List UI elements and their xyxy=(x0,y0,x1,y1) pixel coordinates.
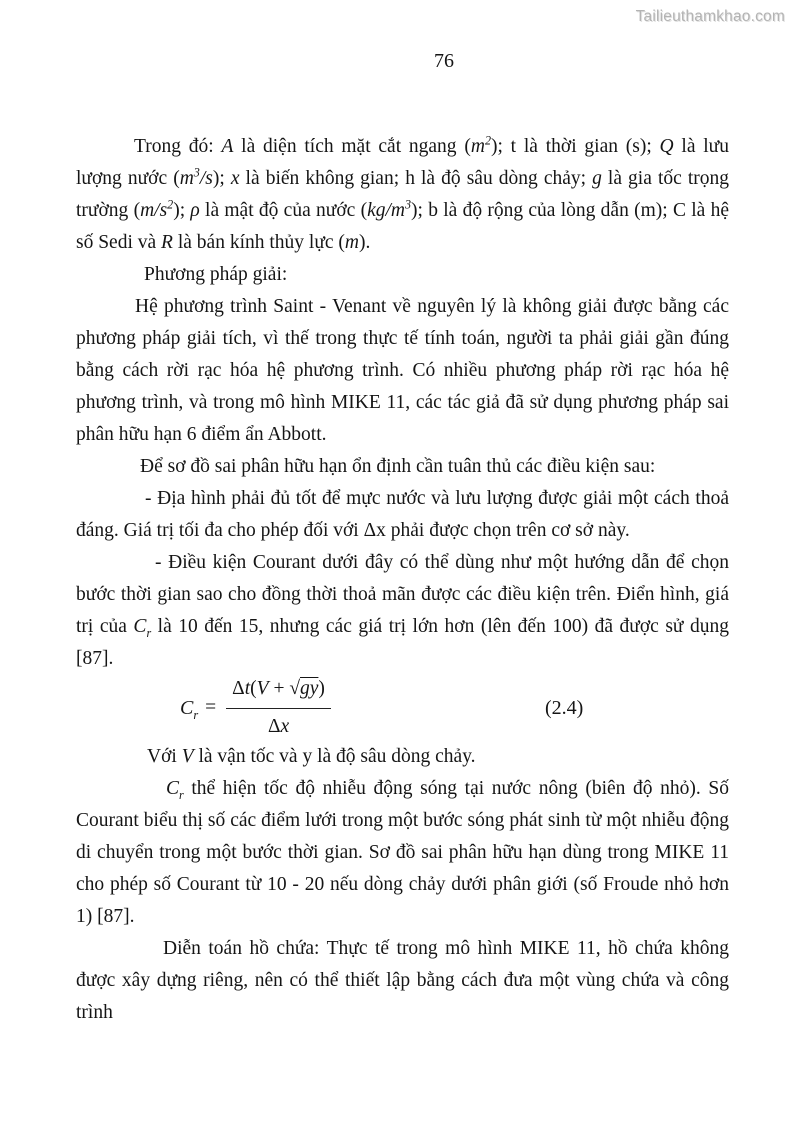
equation-courant-2-4 xyxy=(76,675,729,741)
paragraph-reservoir-routing: Diễn toán hồ chứa: Thực tế trong mô hình MIKE 11, hồ chứa không được xây dựng riêng, nên có thể thiết lập bằng cách đưa một vùng chứa và công trình xyxy=(76,938,729,1023)
paragraph-stability-conditions-intro: Để sơ đồ sai phân hữu hạn ổn định cần tuân thủ các điều kiện sau: xyxy=(140,456,656,477)
paragraph-courant-number-explanation: $C_r$ thể hiện tốc độ nhiễu động sóng tại nước nông (biên độ nhỏ). Số Courant biểu thị số các điểm lưới trong một bước sóng phát sinh từ một nhiễu động di chuyển trong một bước thời gian. Sơ đồ sai phân hữu hạn dùng trong MIKE 11 cho phép số Courant từ 10 - 20 nếu dòng chảy dưới phân giới (số Froude nhỏ hơn 1) [87]. xyxy=(76,778,729,927)
paragraph-velocity-depth-note: Với V là vận tốc và y là độ sâu dòng chảy. xyxy=(147,746,476,767)
paragraph-condition-courant: - Điều kiện Courant dưới đây có thể dùng như một hướng dẫn để chọn bước thời gian sao cho đồng thời thoả mãn được các điều kiện trên. Điển hình, giá trị của $C_r$ là 10 đến 15, nhưng các giá trị lớn hơn (lên đến 100) đã được sử dụng [87]. xyxy=(76,552,729,669)
page-body xyxy=(76,131,729,1029)
watermark: Tailieuthamkhao.com xyxy=(635,8,785,25)
equation-equals-sign: = xyxy=(205,697,217,718)
equation-numerator: Δt(V + √gy) xyxy=(226,673,331,709)
paragraph-method-heading: Phương pháp giải: xyxy=(144,264,288,285)
paragraph-condition-topography: - Địa hình phải đủ tốt để mực nước và lưu lượng được giải một cách thoả đáng. Giá trị tối đa cho phép đối với Δx phải được chọn trên cơ sở này. xyxy=(76,488,729,541)
equation-fraction xyxy=(226,673,331,743)
equation-denominator: Δx xyxy=(267,716,290,737)
page-number: 76 xyxy=(434,50,454,72)
equation-lhs-cr: $C_r$ xyxy=(180,697,199,722)
paragraph-variable-definitions: Trong đó: A là diện tích mặt cắt ngang $(m^2)$; t là thời gian (s); Q là lưu lượng nước $(m^3/s)$; x là biến không gian; h là độ sâu dòng chảy; g là gia tốc trọng trường $(m/s^2)$; ρ là mật độ của nước $(kg/m^3)$; b là độ rộng của lòng dẫn (m); C là hệ số Sedi và R là bán kính thủy lực (m). xyxy=(76,133,729,253)
equation-number: (2.4) xyxy=(545,697,584,719)
paragraph-saint-venant: Hệ phương trình Saint - Venant về nguyên lý là không giải được bằng các phương pháp giải tích, vì thế trong thực tế tính toán, người ta phải giải gần đúng bằng cách rời rạc hóa hệ phương trình. Có nhiều phương pháp rời rạc hóa hệ phương trình, và trong mô hình MIKE 11, các tác giả đã sử dụng phương pháp sai phân hữu hạn 6 điểm ẩn Abbott. xyxy=(76,296,729,445)
